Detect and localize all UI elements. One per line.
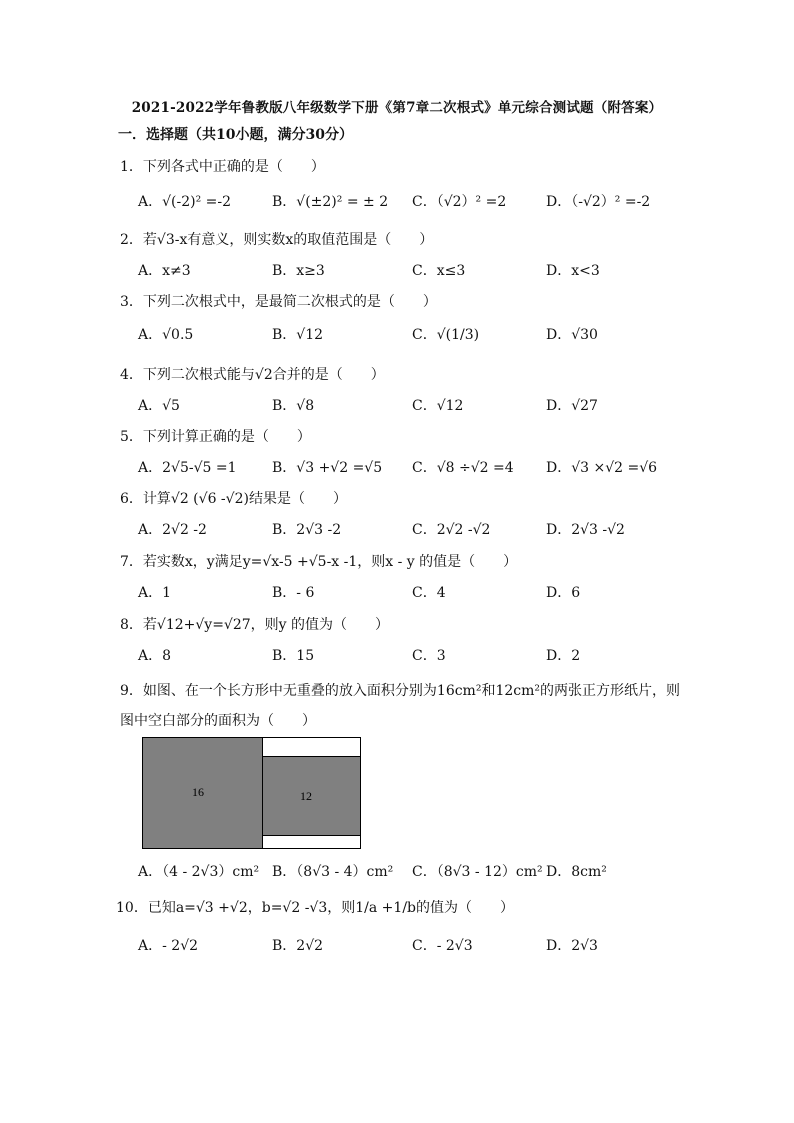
option-9d: D．8cm² <box>546 864 607 880</box>
options-2 <box>138 260 698 282</box>
option-8d: D．2 <box>546 648 581 664</box>
square-12-label: 12 <box>300 789 312 803</box>
option-6a: A．2√2 -2 <box>138 522 207 538</box>
option-2c: C．x≤3 <box>412 263 466 279</box>
question-8: 8．若√12+√y=√27，则y 的值为（ ） <box>120 617 390 633</box>
options-1 <box>138 191 698 213</box>
question-5: 5．下列计算正确的是（ ） <box>120 429 311 445</box>
option-5d: D．√3 ×√2 =√6 <box>546 460 658 476</box>
rectangle-figure <box>142 737 361 849</box>
question-3: 3．下列二次根式中，是最简二次根式的是（ ） <box>120 294 437 310</box>
option-4b: B．√8 <box>272 398 315 414</box>
option-1b: B．√(±2)² = ± 2 <box>272 194 389 210</box>
option-1a: A．√(-2)² =-2 <box>138 194 232 210</box>
option-10c: C．- 2√3 <box>412 938 473 954</box>
option-1d: D．（-√2）² =-2 <box>546 194 651 210</box>
question-1: 1．下列各式中正确的是（ ） <box>120 159 325 175</box>
option-8b: B．15 <box>272 648 315 664</box>
option-4d: D．√27 <box>546 398 598 414</box>
square-12 <box>263 756 360 836</box>
option-7d: D．6 <box>546 585 581 601</box>
option-5c: C．√8 ÷√2 =4 <box>412 460 514 476</box>
option-1c: C．（√2）² =2 <box>412 194 507 210</box>
option-9c: C．（8√3 - 12）cm² <box>412 864 543 880</box>
option-3c: C．√(1/3) <box>412 327 480 343</box>
option-9a: A．（4 - 2√3）cm² <box>138 864 260 880</box>
options-4 <box>138 395 698 417</box>
question-4: 4．下列二次根式能与√2合并的是（ ） <box>120 367 385 383</box>
option-6d: D．2√3 -√2 <box>546 522 625 538</box>
question-10: 10．已知a=√3 +√2，b=√2 -√3，则1/a +1/b的值为（ ） <box>116 900 514 916</box>
option-2b: B．x≥3 <box>272 263 325 279</box>
option-5b: B．√3 +√2 =√5 <box>272 460 383 476</box>
square-16 <box>143 738 263 848</box>
options-7 <box>138 582 698 604</box>
question-7: 7．若实数x，y满足y=√x-5 +√5-x -1，则x - y 的值是（ ） <box>120 554 518 570</box>
section-heading: 一．选择题（共10小题，满分30分） <box>118 127 353 143</box>
options-5 <box>138 457 698 479</box>
option-9b: B．（8√3 - 4）cm² <box>272 864 394 880</box>
option-4a: A．√5 <box>138 398 180 414</box>
question-6: 6．计算√2 (√6 -√2)结果是（ ） <box>120 491 347 507</box>
document-title: 2021-2022学年鲁教版八年级数学下册《第7章二次根式》单元综合测试题（附答案） <box>131 100 663 116</box>
option-6b: B．2√3 -2 <box>272 522 342 538</box>
option-3b: B．√12 <box>272 327 324 343</box>
option-3d: D．√30 <box>546 327 598 343</box>
question-2: 2．若√3-x有意义，则实数x的取值范围是（ ） <box>120 232 434 248</box>
options-8 <box>138 645 698 667</box>
option-10b: B．2√2 <box>272 938 324 954</box>
options-3 <box>138 324 698 346</box>
option-7b: B．- 6 <box>272 585 315 601</box>
option-7a: A．1 <box>138 585 172 601</box>
option-2d: D．x<3 <box>546 263 600 279</box>
option-2a: A．x≠3 <box>138 263 191 279</box>
option-5a: A．2√5-√5 =1 <box>138 460 237 476</box>
option-3a: A．√0.5 <box>138 327 194 343</box>
options-6 <box>138 519 698 541</box>
option-6c: C．2√2 -√2 <box>412 522 491 538</box>
option-4c: C．√12 <box>412 398 464 414</box>
option-8a: A．8 <box>138 648 172 664</box>
option-10a: A．- 2√2 <box>138 938 199 954</box>
option-8c: C．3 <box>412 648 446 664</box>
option-10d: D．2√3 <box>546 938 598 954</box>
option-7c: C．4 <box>412 585 446 601</box>
question-9: 9．如图、在一个长方形中无重叠的放入面积分别为16cm²和12cm²的两张正方形纸片，则图中空白部分的面积为（ ） <box>120 683 680 729</box>
square-16-label: 16 <box>192 785 204 799</box>
options-10 <box>138 935 698 957</box>
options-9 <box>138 861 698 883</box>
